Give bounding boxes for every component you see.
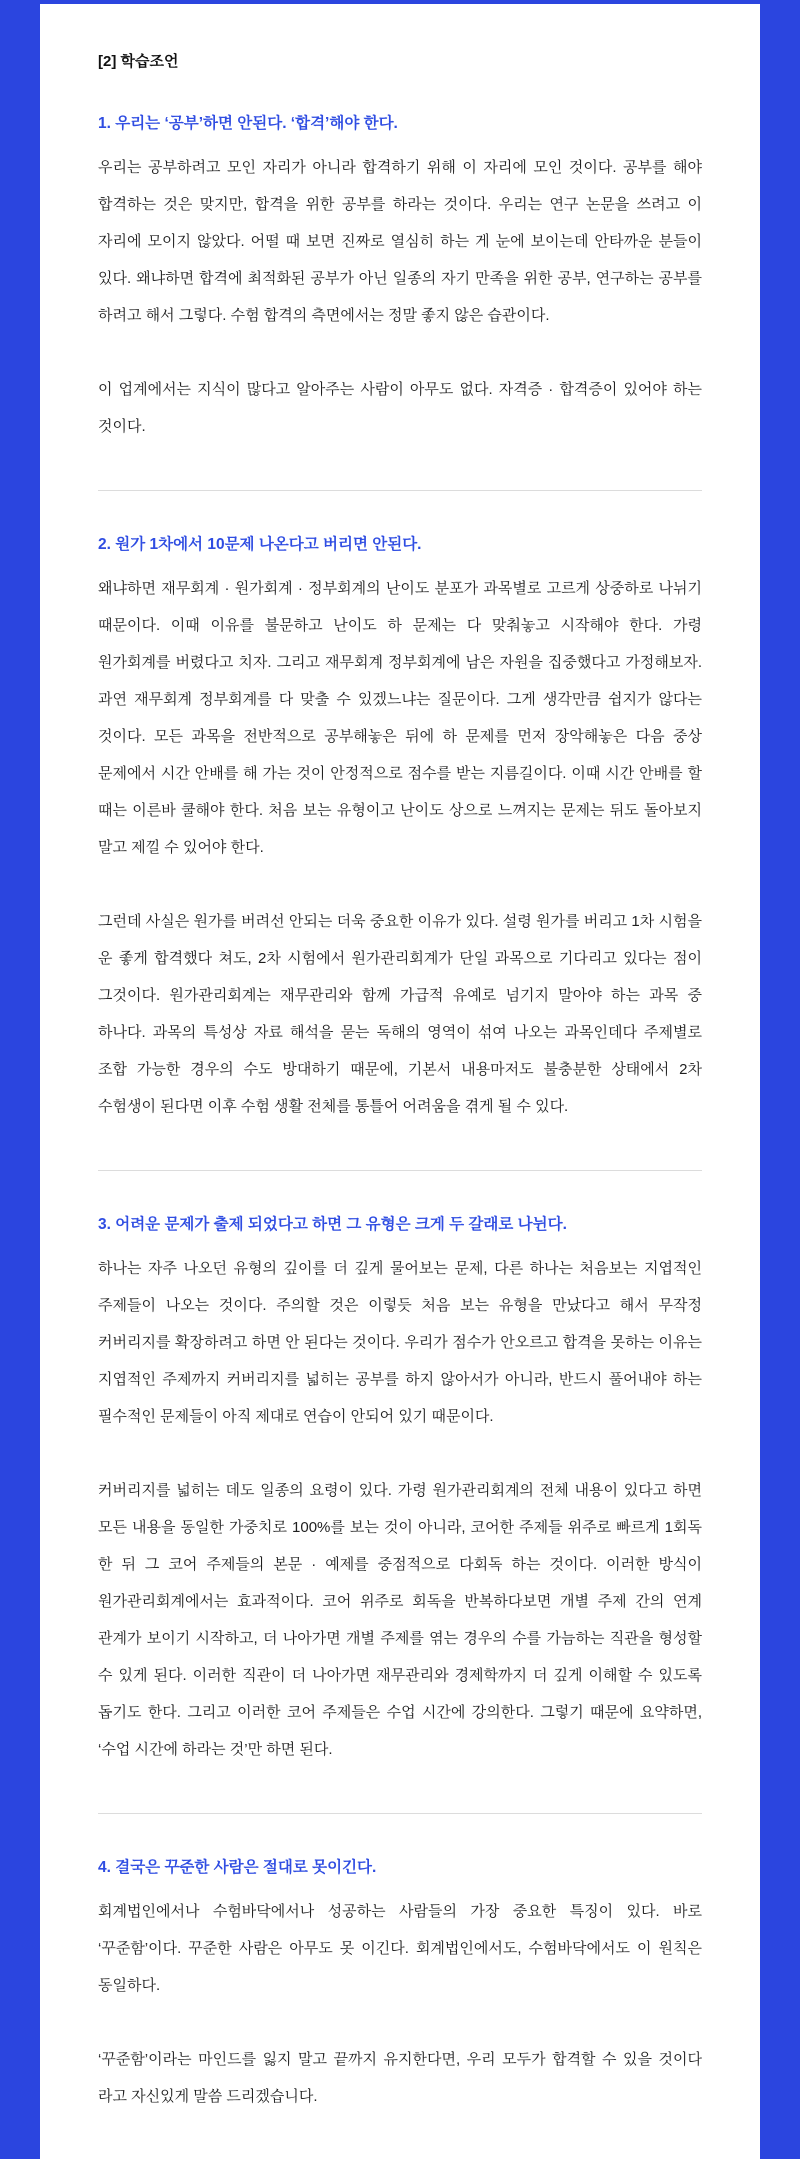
section-divider — [98, 1170, 702, 1171]
section-1-paragraph: 우리는 공부하려고 모인 자리가 아니라 합격하기 위해 이 자리에 모인 것이다. 공부를 해야 합격하는 것은 맞지만, 합격을 위한 공부를 하라는 것이다. 우리는 연구 논문을 쓰려고 이 자리에 모이지 않았다. 어떨 때 보면 진짜로 열심히 하는 게 눈에 보이는데 안타까운 분들이 있다. 왜냐하면 합격에 최적화된 공부가 아닌 일종의 자기 만족을 위한 공부, 연구하는 공부를 하려고 해서 그렇다. 수험 합격의 측면에서는 정말 좋지 않은 습관이다. — [98, 159, 702, 324]
article-panel — [40, 4, 760, 2159]
advice-section-4 — [98, 1856, 702, 2115]
section-2-heading: 2. 원가 1차에서 10문제 나온다고 버리면 안된다. — [98, 536, 422, 553]
article-title: [2] 학습조언 — [98, 53, 179, 70]
section-4-heading: 4. 결국은 꾸준한 사람은 절대로 못이긴다. — [98, 1859, 377, 1876]
section-divider — [98, 490, 702, 491]
advice-section-1 — [98, 112, 702, 445]
section-3-heading: 3. 어려운 문제가 출제 되었다고 하면 그 유형은 크게 두 갈래로 나뉜다. — [98, 1216, 567, 1233]
section-divider — [98, 1813, 702, 1814]
section-2-paragraph: 왜냐하면 재무회계 · 원가회계 · 정부회계의 난이도 분포가 과목별로 고르게 상중하로 나뉘기 때문이다. 이때 이유를 불문하고 난이도 하 문제는 다 맞춰놓고 시작해야 한다. 가령 원가회계를 버렸다고 치자. 그리고 재무회계 정부회계에 남은 자원을 집중했다고 가정해보자. 과연 재무회계 정부회계를 다 맞출 수 있겠느냐는 질문이다. 그게 생각만큼 쉽지가 않다는 것이다. 모든 과목을 전반적으로 공부해놓은 뒤에 하 문제를 먼저 장악해놓은 다음 중상 문제에서 시간 안배를 해 가는 것이 안정적으로 점수를 받는 지름길이다. 이때 시간 안배를 할 때는 이른바 쿨해야 한다. 처음 보는 유형이고 난이도 상으로 느껴지는 문제는 뒤도 돌아보지 말고 제낄 수 있어야 한다. — [98, 580, 702, 856]
section-1-heading: 1. 우리는 ‘공부’하면 안된다. ‘합격’해야 한다. — [98, 115, 398, 132]
section-2-paragraph: 그런데 사실은 원가를 버려선 안되는 더욱 중요한 이유가 있다. 설령 원가를 버리고 1차 시험을 운 좋게 합격했다 쳐도, 2차 시험에서 원가관리회계가 단일 과목으로 기다리고 있다는 점이 그것이다. 원가관리회계는 재무관리와 함께 가급적 유예로 넘기지 말아야 하는 과목 중 하나다. 과목의 특성상 자료 해석을 묻는 독해의 영역이 섞여 나오는 과목인데다 주제별로 조합 가능한 경우의 수도 방대하기 때문에, 기본서 내용마저도 불충분한 상태에서 2차 수험생이 된다면 이후 수험 생활 전체를 통틀어 어려움을 겪게 될 수 있다. — [98, 913, 702, 1115]
advice-section-3 — [98, 1213, 702, 1768]
advice-section-2 — [98, 533, 702, 1125]
section-1-paragraph: 이 업계에서는 지식이 많다고 알아주는 사람이 아무도 없다. 자격증 · 합격증이 있어야 하는 것이다. — [98, 381, 702, 435]
section-4-paragraph: 회계법인에서나 수험바닥에서나 성공하는 사람들의 가장 중요한 특징이 있다. 바로 ‘꾸준함’이다. 꾸준한 사람은 아무도 못 이긴다. 회계법인에서도, 수험바닥에서도 이 원칙은 동일하다. — [98, 1903, 702, 1994]
section-4-paragraph: ‘꾸준함’이라는 마인드를 잃지 말고 끝까지 유지한다면, 우리 모두가 합격할 수 있을 것이다 라고 자신있게 말씀 드리겠습니다. — [98, 2051, 702, 2105]
section-3-paragraph: 커버리지를 넓히는 데도 일종의 요령이 있다. 가령 원가관리회계의 전체 내용이 있다고 하면 모든 내용을 동일한 가중치로 100%를 보는 것이 아니라, 코어한 주제들 위주로 빠르게 1회독 한 뒤 그 코어 주제들의 본문 · 예제를 중점적으로 다회독 하는 것이다. 이러한 방식이 원가관리회계에서는 효과적이다. 코어 위주로 회독을 반복하다보면 개별 주제 간의 연계 관계가 보이기 시작하고, 더 나아가면 개별 주제를 엮는 경우의 수를 가늠하는 직관을 형성할 수 있게 된다. 이러한 직관이 더 나아가면 재무관리와 경제학까지 더 깊게 이해할 수 있도록 돕기도 한다. 그리고 이러한 코어 주제들은 수업 시간에 강의한다. 그렇기 때문에 요약하면, ‘수업 시간에 하라는 것’만 하면 된다. — [98, 1482, 702, 1758]
section-3-paragraph: 하나는 자주 나오던 유형의 깊이를 더 깊게 물어보는 문제, 다른 하나는 처음보는 지엽적인 주제들이 나오는 것이다. 주의할 것은 이렇듯 처음 보는 유형을 만났다고 해서 무작정 커버리지를 확장하려고 하면 안 된다는 것이다. 우리가 점수가 안오르고 합격을 못하는 이유는 지엽적인 주제까지 커버리지를 넓히는 공부를 하지 않아서가 아니라, 반드시 풀어내야 하는 필수적인 문제들이 아직 제대로 연습이 안되어 있기 때문이다. — [98, 1260, 702, 1425]
